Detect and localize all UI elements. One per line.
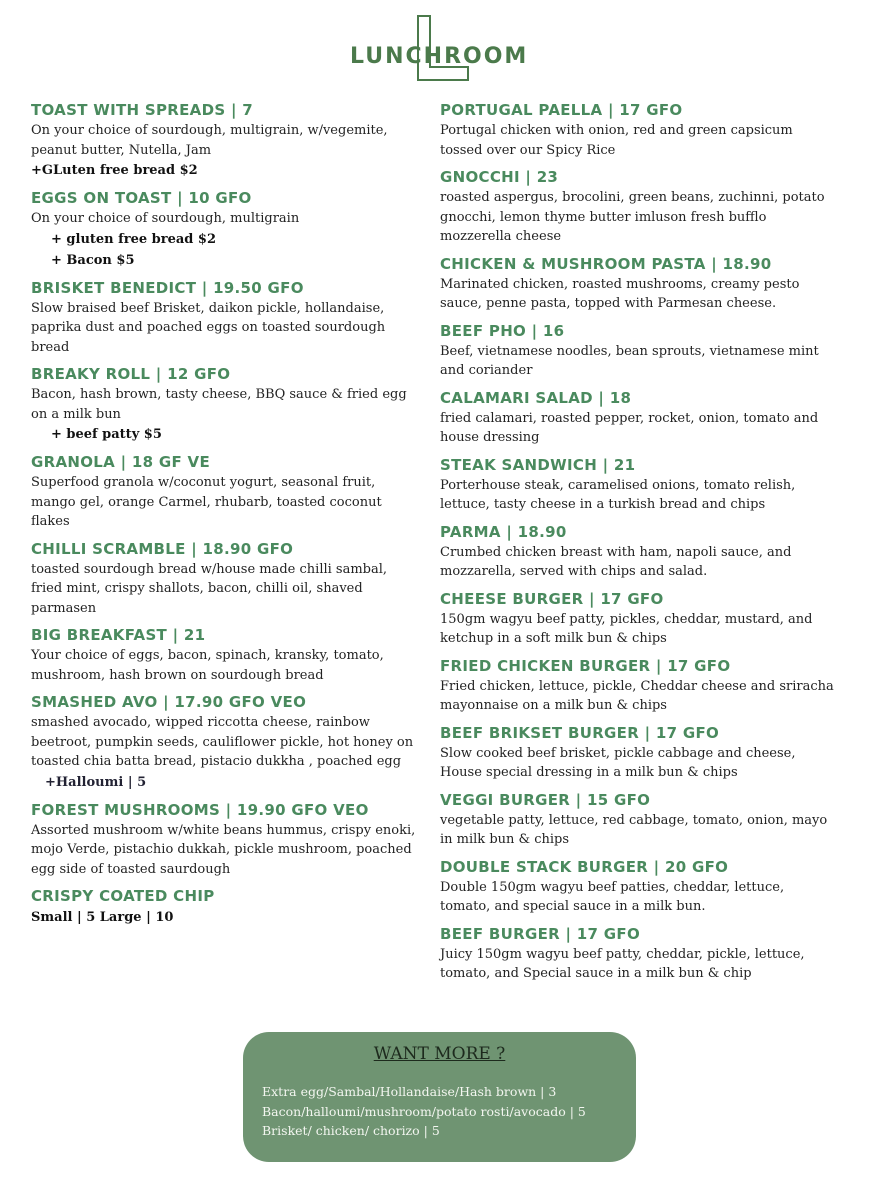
- menu-item: [31, 692, 416, 793]
- item-description: 150gm wagyu beef patty, pickles, cheddar, mustard, and ketchup in a soft milk bun & chips: [440, 611, 813, 646]
- lunchroom-logo: [350, 12, 529, 84]
- item-extra: +Halloumi | 5: [45, 774, 147, 790]
- item-title: VEGGI BURGER | 15 GFO: [440, 790, 651, 809]
- item-title: CHILLI SCRAMBLE | 18.90 GFO: [31, 539, 294, 558]
- menu-item: [440, 723, 835, 783]
- item-description: Crumbed chicken breast with ham, napoli sauce, and mozzarella, served with chips and salad.: [440, 544, 792, 579]
- item-title: TOAST WITH SPREADS | 7: [31, 101, 253, 119]
- item-description: Superfood granola w/coconut yogurt, seasonal fruit, mango gel, orange Carmel, rhubarb, toasted coconut flakes: [31, 475, 382, 529]
- item-title: CHEESE BURGER | 17 GFO: [440, 589, 664, 608]
- item-title: FOREST MUSHROOMS | 19.90 GFO VEO: [31, 800, 369, 819]
- item-title: BRISKET BENEDICT | 19.50 GFO: [31, 278, 304, 297]
- menu-item: [31, 364, 416, 445]
- menu-item: [440, 790, 835, 850]
- item-description: On your choice of sourdough, multigrain, w/vegemite, peanut butter, Nutella, Jam: [31, 123, 388, 158]
- item-description: Porterhouse steak, caramelised onions, tomato relish, lettuce, tasty cheese in a turkish bread and chips: [440, 477, 796, 512]
- menu-item: [440, 522, 835, 582]
- item-title: GRANOLA | 18 GF VE: [31, 453, 210, 471]
- menu-left-column: [31, 100, 416, 935]
- menu-item: [31, 800, 416, 880]
- item-title: FRIED CHICKEN BURGER | 17 GFO: [440, 656, 731, 675]
- item-title: BREAKY ROLL | 12 GFO: [31, 365, 231, 383]
- want-more-title: WANT MORE ?: [373, 1044, 506, 1064]
- menu-item: [440, 167, 835, 247]
- item-title: PORTUGAL PAELLA | 17 GFO: [440, 101, 683, 119]
- item-extra: Small | 5 Large | 10: [31, 910, 174, 925]
- menu-item: [31, 539, 416, 619]
- item-description: Portugal chicken with onion, red and green capsicum tossed over our Spicy Rice: [440, 123, 793, 158]
- want-more-box: [243, 1032, 636, 1162]
- menu-item: [31, 278, 416, 358]
- item-description: Beef, vietnamese noodles, bean sprouts, vietnamese mint and coriander: [440, 343, 819, 378]
- item-description: smashed avocado, wipped riccotta cheese, rainbow beetroot, pumpkin seeds, cauliflower pickle, hot honey on toasted chia batta bread, pistacio dukkha , poached egg: [31, 715, 414, 769]
- want-more-list: [262, 1082, 627, 1141]
- item-title: SMASHED AVO | 17.90 GFO VEO: [31, 693, 307, 711]
- item-description: Slow braised beef Brisket, daikon pickle, hollandaise, paprika dust and poached eggs on toasted sourdough bread: [31, 300, 386, 355]
- menu-item: [440, 455, 835, 515]
- item-description: Your choice of eggs, bacon, spinach, kransky, tomato, mushroom, hash brown on sourdough bread: [31, 648, 384, 683]
- want-more-line: Bacon/halloumi/mushroom/potato rosti/avocado | 5: [262, 1103, 586, 1119]
- item-extra: + Bacon $5: [51, 252, 135, 268]
- menu-item: [31, 625, 416, 685]
- item-description: Marinated chicken, roasted mushrooms, creamy pesto sauce, penne pasta, topped with Parmesan cheese.: [440, 276, 800, 311]
- item-title: EGGS ON TOAST | 10 GFO: [31, 189, 252, 207]
- item-title: BIG BREAKFAST | 21: [31, 626, 206, 644]
- menu-item: [31, 188, 416, 271]
- item-description: On your choice of sourdough, multigrain: [31, 211, 300, 226]
- want-more-line: Brisket/ chicken/ chorizo | 5: [262, 1123, 440, 1138]
- menu-item: [440, 388, 835, 448]
- menu-item: [31, 452, 416, 532]
- item-description: vegetable patty, lettuce, red cabbage, tomato, onion, mayo in milk bun & chips: [440, 812, 828, 847]
- item-description: Bacon, hash brown, tasty cheese, BBQ sauce & fried egg on a milk bun: [31, 387, 407, 422]
- item-title: CALAMARI SALAD | 18: [440, 388, 632, 407]
- item-title: STEAK SANDWICH | 21: [440, 455, 636, 474]
- item-title: CHICKEN & MUSHROOM PASTA | 18.90: [440, 254, 772, 273]
- item-description: toasted sourdough bread w/house made chilli sambal, fried mint, crispy shallots, bacon, chilli oil, shaved parmasen: [31, 561, 388, 616]
- item-description: Double 150gm wagyu beef patties, cheddar, lettuce, tomato, and special sauce in a milk bun.: [440, 879, 785, 914]
- item-description: Assorted mushroom w/white beans hummus, crispy enoki, mojo Verde, pistachio dukkah, pickle mushroom, poached egg side of toasted saurdough: [31, 822, 416, 877]
- item-extra: +GLuten free bread $2: [31, 163, 198, 178]
- item-extra: + beef patty $5: [51, 427, 162, 442]
- menu-item: [31, 886, 416, 928]
- menu-item: [440, 254, 835, 314]
- brand-name: LUNCHROOM: [350, 44, 529, 69]
- menu-item: [31, 100, 416, 181]
- item-title: GNOCCHI | 23: [440, 168, 559, 186]
- item-description: Slow cooked beef brisket, pickle cabbage and cheese, House special dressing in a milk bun & chips: [440, 745, 796, 780]
- item-extra: + gluten free bread $2: [51, 231, 217, 247]
- item-title: BEEF BURGER | 17 GFO: [440, 924, 640, 943]
- item-title: BEEF BRIKSET BURGER | 17 GFO: [440, 723, 720, 742]
- menu-item: [440, 100, 835, 160]
- item-description: Juicy 150gm wagyu beef patty, cheddar, pickle, lettuce, tomato, and Special sauce in a milk bun & chip: [440, 946, 805, 981]
- menu-item: [440, 589, 835, 649]
- want-more-line: Extra egg/Sambal/Hollandaise/Hash brown | 3: [262, 1084, 557, 1099]
- menu-item: [440, 857, 835, 917]
- item-title: DOUBLE STACK BURGER | 20 GFO: [440, 857, 729, 876]
- item-description: fried calamari, roasted pepper, rocket, onion, tomato and house dressing: [440, 410, 819, 445]
- menu-item: [440, 321, 835, 381]
- item-title: CRISPY COATED CHIP: [31, 887, 215, 905]
- item-title: PARMA | 18.90: [440, 522, 567, 541]
- menu-item: [440, 656, 835, 716]
- menu-item: [440, 924, 835, 984]
- item-description: roasted aspergus, brocolini, green beans, zuchinni, potato gnocchi, lemon thyme butter imluson fresh bufflo mozzerella cheese: [440, 190, 825, 244]
- item-description: Fried chicken, lettuce, pickle, Cheddar cheese and sriracha mayonnaise on a milk bun & chips: [440, 678, 834, 713]
- item-title: BEEF PHO | 16: [440, 321, 565, 340]
- menu-right-column: [440, 100, 835, 991]
